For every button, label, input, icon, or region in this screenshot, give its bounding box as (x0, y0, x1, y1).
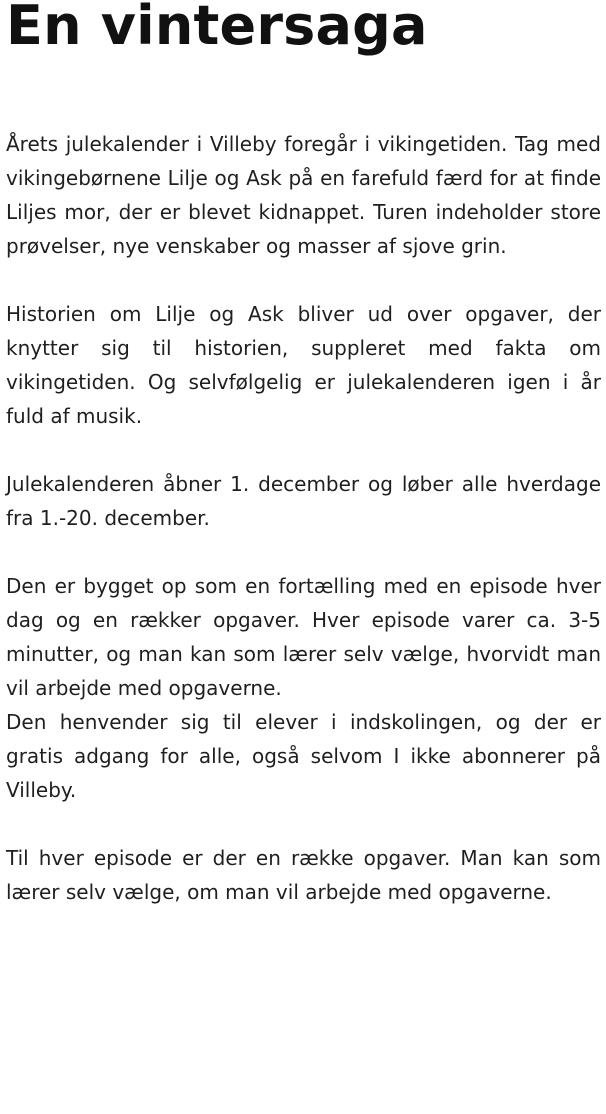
paragraph-tasks: Til hver episode er der en række opgaver. Man kan som lærer selv vælge, om man vil arbejde med opgaverne. (6, 846, 601, 904)
paragraph-audience: Den henvender sig til elever i indskolingen, og der er gratis adgang for alle, også selvom I ikke abonnerer på Villeby. (6, 710, 601, 802)
article-body (6, 127, 601, 943)
page-title: En vintersaga (6, 0, 428, 57)
paragraph-dates: Julekalenderen åbner 1. december og løber alle hverdage fra 1.-20. december. (6, 472, 601, 530)
paragraph-structure: Den er bygget op som en fortælling med en episode hver dag og en rækker opgaver. Hver episode varer ca. 3-5 minutter, og man kan som lærer selv vælge, hvorvidt man vil arbejde med opgaverne. (6, 574, 601, 700)
paragraph-story: Historien om Lilje og Ask bliver ud over opgaver, der knytter sig til historien, suppleret med fakta om vikingetiden. Og selvfølgelig er julekalenderen igen i år fuld af musik. (6, 302, 601, 428)
paragraph-intro: Årets julekalender i Villeby foregår i vikingetiden. Tag med vikingebørnene Lilje og Ask på en farefuld færd for at finde Liljes mor, der er blevet kidnappet. Turen indeholder store prøvelser, nye venskaber og masser af sjove grin. (6, 132, 601, 258)
title-container (6, 0, 606, 70)
